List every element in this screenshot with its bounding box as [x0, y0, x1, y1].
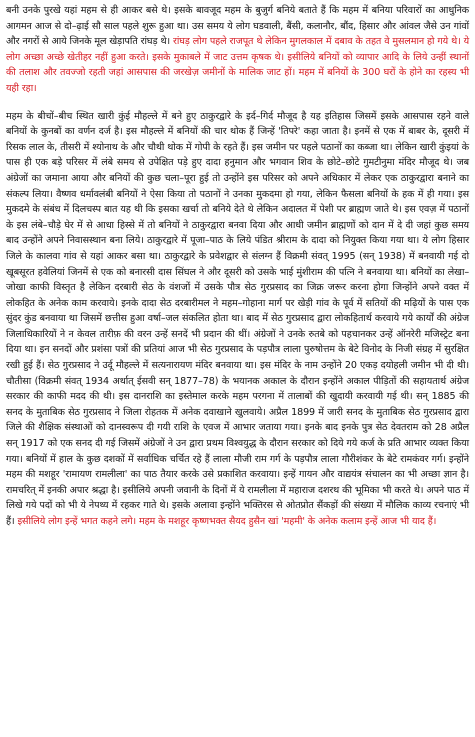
paragraph-history	[6, 109, 469, 530]
intro-text: बनी उनके पुरखे यहां महम से ही आकर बसे थे। इसके बावजूद महम के बुजुर्ग बनिये बताते हैं कि महम में बनिया परिवारों का आधुनिक आगमन आज से दो–ढ़ाई सौ साल पहले शुरू हुआ था। उस समय ये लोग घडवाली, बैंसी, कलानौर, बौंद, हिसार और आंवल जैसे उन गांवों और नगरों से आये जिनके मूल खेड़ापति रांघड़ थे।	[6, 5, 469, 48]
history-highlight-text: इसीलिये लोग इन्हें भगत कहने लगे। महम के मशहूर कृष्णभक्त सैयद हुसैन खां 'महमी' के अनेक कलाम इन्हें आज भी याद हैं।	[17, 516, 437, 527]
history-text: महम के बीचों–बीच स्थित खारी कुंई मौहल्ले में बने हुए ठाकुरद्वारे के इर्द–गिर्द मौजूद है यह इतिहास जिसमें इसके आसपास रहने वाले बनियों के कुनबों का वर्णन दर्ज है। इस मौहल्ले में बनियों की चार थोक हैं जिन्हें 'तिपरे' कहा जाता है। इनमें से एक में बाबर के, दूसरी में रिसक लाल के, तीसरी में श्योनाथ के और चौथी थोक में गोपी के रहते हैं। इस जमीन पर पहले पठानों का कब्जा था। लेकिन खारी कुंइयां के पास ही एक बड़े परिसर में लंबे समय से उपेक्षित पड़े हुए दादा हनुमान और भगवान शिव के छोटे–छोटे गुमटीनुमा मंदिर मौजूद थे। जब अंग्रेजों का जमाना आया और बनियों की कुछ चला–पूरा हुई तो उन्होंने इस परिसर को अपने अधिकार में लेकर एक ठाकुरद्वारा बनाने का संकल्प लिया। वैष्णव धर्मावलंबी बनियों ने ऐसा किया तो पठानों ने उनका मुकदमा हो गया, लेकिन फैसला बनियों के हक में ही गया। इस मुकदमे के संबंध में दिलचस्प बात यह थी कि इसका खर्चा तो बनिये देते थे लेकिन अदालत में पेशी पर ब्राह्मण जाते थे। इस एवज़ में पठानों के इस लंबे–चौड़े घेर में से आधा हिस्से में तो बनियों ने ठाकुरद्वारा बनवा दिया और आधी जमीन ब्राह्मणों को दान में दे दी जहां कुछ समय बाद उन्होंने अपने निवासस्थान बना लिये। ठाकुरद्वारे में पूजा–पाठ के लिये पंडित श्रीराम के दादा को नियुक्त किया गया था। ये लोग हिसार जिले के कालवा गांव से यहां आकर बसा था। ठाकुरद्वारे के प्रवेशद्वार से संलग्न हैं विक्रमी संवत् 1995 (सन् 1938) में बनवायी गई दो खूबसूरत हवेलियां जिनमें से एक को बनारसी दास सिंघल ने और दूसरी को उसके भाई मुंशीराम की पत्नि ने बनवाया था। बनियों का लेखा–जोखा काफी विस्तृत है लेकिन दरबारी सेठ के वंशजों में उसके पौत्र सेठ गुरप्रसाद का जिक्र जरूर करना होगा जिन्होंने अपने वक्त में लोकहित के अनेक काम करवाये। इनके दादा सेठ दरबारीमल ने महम–गोहाना मार्ग पर खेड़ी गांव के पूर्व में सतियों की मढ़ियों के पास एक सुंदर कुंड बनवाया था जिसमें छत्तीस हुआ वर्षा–जल संकलित होता था। बाद में सेठ गुरप्रसाद द्वारा लोकहितार्थ करवाये गये कार्यों की अंग्रेज जिलाधिकारियों ने न केवल तारीफ़ की वरन उन्हें सनदें भी प्रदान की थीं। अंग्रेजों ने उनके रुतबे को पहचानकर उन्हें ऑनरेरी मजिस्ट्रेट बना दिया था। इन सनदों और प्रशंसा पत्रों की प्रतियां आज भी सेठ गुरप्रसाद के पड़पौत्र लाला पुरुषोत्तम के बेटे विनोद के निजी संग्रह में सुरक्षित रखी हुई हैं। सेठ गुरप्रसाद ने उर्दू मौहल्ले में सत्यनारायण मंदिर बनवाया था। इस मंदिर के नाम उन्होंने 20 एकड़ दयोहली जमीन भी दी थी। चौतीसा (विक्रमी संवत् 1934 अर्थात् ईसवी सन् 1877–78) के भयानक अकाल के दौरान इन्होंने अकाल पीड़ितों की सहायतार्थ अंग्रेज सरकार की काफी मदद की थी। इस दानराशि का इस्तेमाल करके महम परगना में तालाबों की खुदायी करवायी गई थी। सन् 1885 की सनद के मुताबिक सेठ गुरप्रसाद ने जिला रोहतक में अनेक दवाखाने खुलवाये। अप्रैल 1899 में जारी सनद के मुताबिक सेठ गुरप्रसाद द्वारा जिले की शैक्षिक संस्थाओं को दानस्वरूप दी गयी राशि के एवज में आभार जताया गया। इनके बाद इनके पुत्र सेठ देवतराम को 28 अप्रैल सन् 1917 को एक सनद दी गई जिसमें अंग्रेजों ने उन द्वारा प्रथम विश्वयुद्ध के दौरान सरकार को दिये गये कर्ज के प्रति आभार व्यक्त किया गया। बनियों में हाल के कुछ दशकों में सर्वाधिक चर्चित रहे हैं लाला मौजी राम गर्ग के पड़पौत्र लाला गौरीशंकर के बेटे रामकंवर गर्ग। इन्होंने महम की मशहूर 'रामायण रामलीला' का पाठ तैयार करके उसे प्रकाशित करवाया। इन्हें गायन और वाद्ययंत्र संचालन का भी अच्छा ज्ञान है। रामचरित् में इनकी अपार श्रद्धा है। इसीलिये अपनी जवानी के दिनों में ये रामलीला में महाराज दशरथ की भूमिका भी करते थे। अपने पाठ में लिखे गये पदों को भी ये नेपथ्य में रहकर गाते थे। इसके अलावा इन्होंने भक्तिरस से ओतप्रोत सैंकड़ों की संख्या में मौलिक काव्य रचनाएं भी हैं।	[6, 110, 469, 527]
paragraph-intro	[6, 3, 469, 97]
intro-highlight-text: रांघड़ लोग पहले राजपूत थे लेकिन मुगलकाल में दबाव के तहत वे मुसलमान हो गये थे। ये लोग अच्छा अच्छे खेतीहर नहीं हुआ करते। इसके मुकाबले में जाट उत्तम कृषक थे। इसीलिये बनियों को व्यापार आदि के लिये उन्हीं स्थानों की तलाश और तवज्जो रहती जहां आसपास की जरखेज़ जमीनों के मालिक जाट हों। महम में बनियों के 300 घरों के होने का रहस्य भी यही रहा।	[6, 36, 470, 94]
